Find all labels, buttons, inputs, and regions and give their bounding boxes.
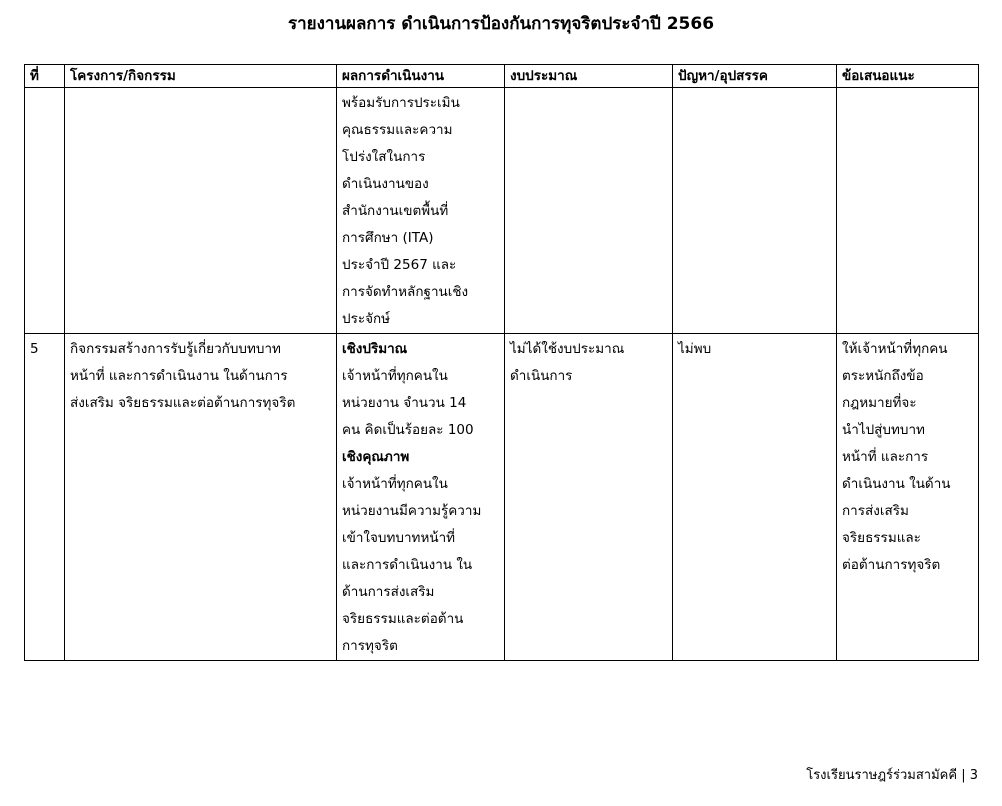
budget-line: ดำเนินการ: [510, 368, 573, 384]
project-line: หน้าที่ และการดำเนินงาน ในด้านการ: [70, 368, 288, 384]
row2-budget-cell: [505, 334, 673, 661]
header-suggestion: ข้อเสนอแนะ: [837, 65, 979, 88]
row1-budget-cell: [505, 88, 673, 334]
result-line: โปร่งใสในการ: [342, 149, 426, 165]
row2-result-cell: [337, 334, 505, 661]
problem-text: ไม่พบ: [678, 341, 712, 357]
table-header-row: [25, 65, 979, 88]
row1-project-cell: [65, 88, 337, 334]
row1-problem-cell: [673, 88, 837, 334]
result-line: การจัดทำหลักฐานเชิง: [342, 284, 469, 300]
result-line: พร้อมรับการประเมิน: [342, 95, 460, 111]
result-line: การทุจริต: [342, 638, 398, 654]
budget-line: ไม่ได้ใช้งบประมาณ: [510, 341, 625, 357]
suggestion-line: ตระหนักถึงข้อ: [842, 368, 924, 384]
suggestion-line: ต่อต้านการทุจริต: [842, 557, 941, 573]
result-line: เจ้าหน้าที่ทุกคนใน: [342, 368, 448, 384]
result-line: ประจำปี 2567 และ: [342, 257, 457, 273]
suggestion-line: นำไปสู่บทบาท: [842, 422, 925, 438]
row2-no-cell: [25, 334, 65, 661]
row1-result-cell: [337, 88, 505, 334]
header-project: โครงการ/กิจกรรม: [65, 65, 337, 88]
row2-project-cell: [65, 334, 337, 661]
result-line: ประจักษ์: [342, 311, 391, 327]
suggestion-line: กฎหมายที่จะ: [842, 395, 917, 411]
suggestion-line: ให้เจ้าหน้าที่ทุกคน: [842, 341, 948, 357]
result-line: สำนักงานเขตพื้นที่: [342, 203, 449, 219]
page-title: รายงานผลการ ดำเนินการป้องกันการทุจริตประจำปี 2566: [287, 14, 715, 34]
result-line: การศึกษา (ITA): [342, 230, 434, 246]
table-row: [25, 334, 979, 661]
row1-no-cell: [25, 88, 65, 334]
suggestion-line: จริยธรรมและ: [842, 530, 921, 546]
row-number: 5: [30, 341, 39, 357]
project-line: ส่งเสริม จริยธรรมและต่อต้านการทุจริต: [70, 395, 296, 411]
suggestion-line: หน้าที่ และการ: [842, 449, 929, 465]
table-row: [25, 88, 979, 334]
report-table: [24, 64, 979, 661]
page-footer: โรงเรียนราษฎร์ร่วมสามัคคี | 3: [806, 768, 978, 783]
header-result: ผลการดำเนินงาน: [337, 65, 505, 88]
row1-suggestion-cell: [837, 88, 979, 334]
header-problem: ปัญหา/อุปสรรค: [673, 65, 837, 88]
result-line: หน่วยงาน จำนวน 14: [342, 395, 467, 411]
row2-problem-cell: [673, 334, 837, 661]
row2-suggestion-cell: [837, 334, 979, 661]
result-line: เจ้าหน้าที่ทุกคนใน: [342, 476, 448, 492]
result-line: คุณธรรมและความ: [342, 122, 453, 138]
result-line: คน คิดเป็นร้อยละ 100: [342, 422, 474, 438]
project-line: กิจกรรมสร้างการรับรู้เกี่ยวกับบทบาท: [70, 341, 281, 357]
header-budget: งบประมาณ: [505, 65, 673, 88]
suggestion-line: การส่งเสริม: [842, 503, 909, 519]
result-line: และการดำเนินงาน ใน: [342, 557, 473, 573]
suggestion-line: ดำเนินงาน ในด้าน: [842, 476, 951, 492]
result-line: เข้าใจบทบาทหน้าที่: [342, 530, 456, 546]
result-line: หน่วยงานมีความรู้ความ: [342, 503, 482, 519]
quantity-heading: เชิงปริมาณ: [342, 341, 408, 357]
result-line: จริยธรรมและต่อต้าน: [342, 611, 464, 627]
quality-heading: เชิงคุณภาพ: [342, 449, 410, 465]
result-line: ด้านการส่งเสริม: [342, 584, 435, 600]
result-line: ดำเนินงานของ: [342, 176, 429, 192]
header-no: ที่: [25, 65, 65, 88]
